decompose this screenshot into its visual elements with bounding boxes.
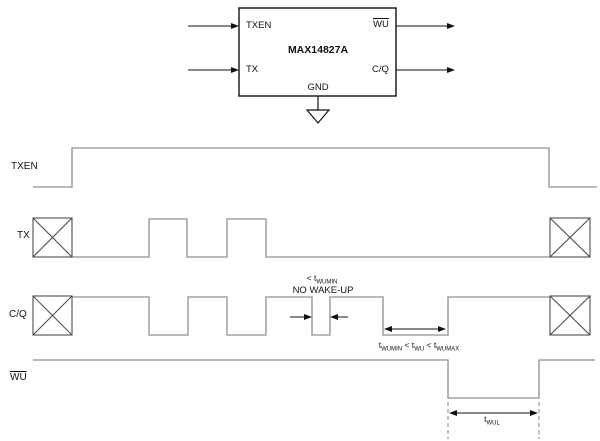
arrowhead-icon xyxy=(231,23,239,29)
waveform-cq xyxy=(72,297,550,335)
pulse-limit-label xyxy=(307,274,338,286)
signal-label-tx: TX xyxy=(17,230,30,241)
arrowhead-icon xyxy=(447,23,455,29)
waveform-txen xyxy=(33,148,597,187)
block-pin-cq: C/Q xyxy=(372,64,389,75)
arrowhead-icon xyxy=(304,314,312,320)
signal-label-wu: $\overline{WU}$ xyxy=(10,372,27,383)
no-wakeup-label: NO WAKE-UP xyxy=(292,285,354,296)
arrowhead-icon xyxy=(530,410,538,416)
ground-icon xyxy=(307,110,329,123)
arrowhead-icon xyxy=(231,67,239,73)
block-pin-txen: TXEN xyxy=(246,20,272,31)
label-subscript: WUMIN xyxy=(316,279,338,286)
arrowhead-icon xyxy=(447,67,455,73)
label-subscript: WU xyxy=(414,346,425,353)
arrowhead-icon xyxy=(384,326,392,332)
label-subscript: WUMIN xyxy=(381,346,403,353)
block-pin-tx: TX xyxy=(246,64,259,75)
signal-label-cq: C/Q xyxy=(9,309,27,320)
arrowhead-icon xyxy=(330,314,338,320)
label-text: < t xyxy=(306,273,317,283)
waveform-wu xyxy=(33,360,595,398)
part-number: MAX14827A xyxy=(287,44,349,56)
label-text: t xyxy=(484,414,487,424)
block-pin-gnd: GND xyxy=(307,82,329,93)
waveform-tx xyxy=(72,219,550,257)
label-subscript: WUMAX xyxy=(436,346,460,353)
label-subscript: WUL xyxy=(486,420,500,427)
wakeup-window-label xyxy=(379,341,460,353)
arrowhead-icon xyxy=(449,410,457,416)
label-text: < t xyxy=(424,340,437,350)
signal-label-txen: TXEN xyxy=(11,161,38,172)
twul-label xyxy=(484,415,500,427)
block-pin-wu: $\overline{WU}$ xyxy=(373,19,389,30)
label-text: t xyxy=(378,340,382,350)
arrowhead-icon xyxy=(438,326,446,332)
label-text: < t xyxy=(402,340,415,350)
